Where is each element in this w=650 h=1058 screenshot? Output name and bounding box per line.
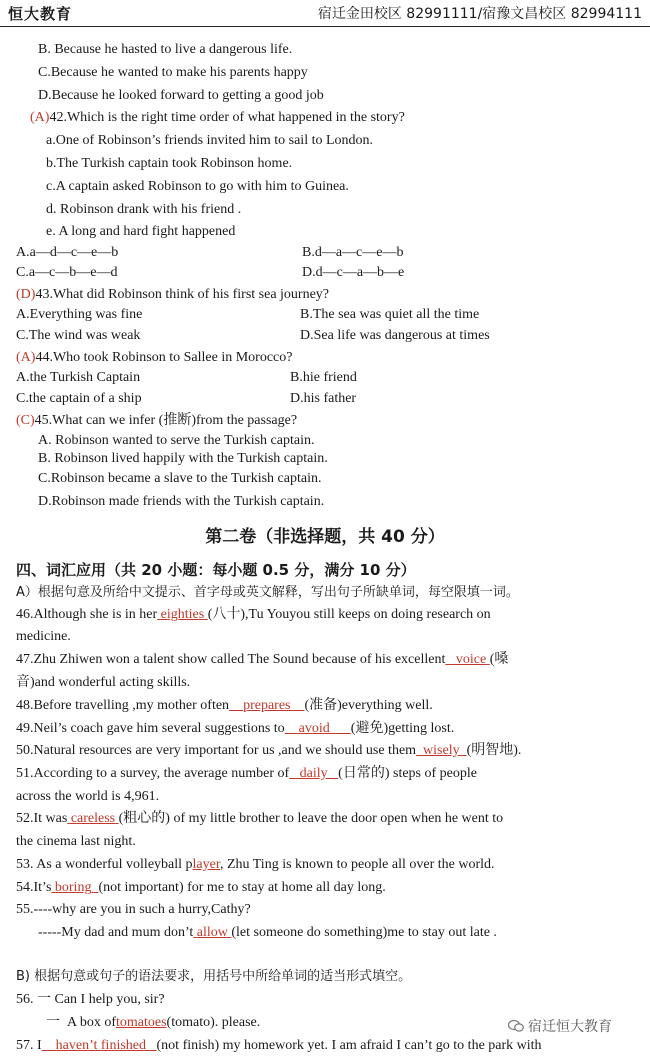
- q47-fill: [445, 652, 489, 667]
- q41-option-d: D.Because he looked forward to getting a good job: [38, 88, 324, 103]
- q50-text-pre: 50.Natural resources are very important for us ,and we should use them: [16, 743, 417, 758]
- q52-line1: [16, 809, 503, 829]
- q56-text-pre: 一 A box of: [46, 1015, 116, 1030]
- q50-text-post: (明智地).: [466, 743, 522, 758]
- q43-stem: [16, 285, 329, 305]
- wechat-account-name: 宿迁恒大教育: [528, 1019, 612, 1035]
- q54-fill-word: boring: [54, 880, 92, 895]
- q44-option-d: D.his father: [290, 391, 357, 406]
- q45-question: 45.What can we infer (推断)from the passage?: [34, 413, 298, 428]
- q47-text-post: (嗓: [489, 652, 509, 667]
- q44-stem: [16, 348, 292, 368]
- page-header: [0, 0, 650, 27]
- q52-line2: the cinema last night.: [16, 834, 136, 849]
- q54-line: [16, 878, 386, 898]
- q53-text-post: , Zhu Ting is known to people all over the world.: [219, 857, 495, 872]
- q41-option-b: B. Because he hasted to live a dangerous life.: [38, 42, 293, 57]
- part2-title: 第二卷（非选择题，共 40 分）: [205, 527, 445, 547]
- q42-option-d: D.d—c—a—b—e: [302, 265, 405, 280]
- q44-option-b: B.hie friend: [290, 370, 357, 385]
- q52-fill: [67, 811, 118, 826]
- q50-fill-word: wisely: [423, 743, 460, 758]
- q42-event-b: b.The Turkish captain took Robinson home.: [46, 156, 293, 171]
- q54-text-pre: 54.It’s: [16, 880, 52, 895]
- q53-line: [16, 855, 495, 875]
- q56-text-post: (tomato). please.: [166, 1015, 261, 1030]
- wechat-icon: [508, 1019, 524, 1033]
- q51-fill: [289, 766, 338, 781]
- q56-line2: [46, 1013, 260, 1033]
- q47-line2: 音)and wonderful acting skills.: [16, 675, 191, 690]
- q42-option-a: A.a—d—c—e—b: [16, 245, 119, 260]
- q48-text-pre: 48.Before travelling ,my mother often: [16, 698, 230, 713]
- q42-answer: (A): [30, 110, 50, 125]
- q42-question: 42.Which is the right time order of what happened in the story?: [49, 110, 405, 125]
- q45-answer: (C): [16, 413, 35, 428]
- q44-question: 44.Who took Robinson to Sallee in Morocco?: [35, 350, 293, 365]
- q53-fill: layer: [192, 857, 220, 872]
- q46-fill: [157, 607, 208, 622]
- q57-text-pre: 57. I: [16, 1038, 42, 1053]
- q46-text-pre: 46.Although she is in her: [16, 607, 158, 622]
- q48-line: [16, 696, 433, 716]
- q42-option-c: C.a—c—b—e—d: [16, 265, 118, 280]
- q45-option-c: C.Robinson became a slave to the Turkish captain.: [38, 471, 322, 486]
- q44-option-c: C.the captain of a ship: [16, 391, 142, 406]
- q42-event-c: c.A captain asked Robinson to go with him to Guinea.: [46, 179, 349, 194]
- q43-answer: (D): [16, 287, 36, 302]
- q52-text-pre: 52.It was: [16, 811, 68, 826]
- q47-fill-word: voice: [455, 652, 487, 667]
- q43-option-c: C.The wind was weak: [16, 328, 141, 343]
- q52-text-post: (粗心的) of my little brother to leave the door open when he went to: [118, 811, 504, 826]
- q50-line: [16, 741, 521, 761]
- q52-fill-word: careless: [70, 811, 116, 826]
- q45-stem: [16, 411, 297, 431]
- q48-fill-word: prepares: [243, 698, 291, 713]
- q47-line1: [16, 650, 508, 670]
- part4-instruction-a: A）根据句意及所给中文提示、首字母或英文解释，写出句子所缺单词，每空限填一词。: [16, 585, 519, 600]
- q46-line1: [16, 605, 491, 625]
- q57-line: [16, 1036, 542, 1056]
- q55-line1: 55.----why are you in such a hurry,Cathy?: [16, 902, 251, 917]
- part4-title: 四、词汇应用（共 20 小题：每小题 0.5 分，满分 10 分）: [16, 561, 416, 579]
- q43-option-d: D.Sea life was dangerous at times: [300, 328, 490, 343]
- q42-event-e: e. A long and hard fight happened: [46, 224, 236, 239]
- q55-fill-word: allow: [196, 925, 228, 940]
- q56-line1: 56. 一 Can I help you, sir?: [16, 992, 165, 1007]
- org-name: 恒大教育: [8, 5, 73, 23]
- q55-text-post: (let someone do something)me to stay out late .: [231, 925, 497, 940]
- q42-event-a: a.One of Robinson’s friends invited him to sail to London.: [46, 133, 374, 148]
- q54-fill: [51, 880, 98, 895]
- q51-line2: across the world is 4,961.: [16, 789, 160, 804]
- q44-option-a: A.the Turkish Captain: [16, 370, 141, 385]
- q42-option-b: B.d—a—c—e—b: [302, 245, 404, 260]
- q48-text-post: (准备)everything well.: [304, 698, 433, 713]
- q57-fill: [42, 1038, 157, 1053]
- q53-text-pre: 53. As a wonderful volleyball p: [16, 857, 193, 872]
- q57-fill-word: haven’t finished: [55, 1038, 147, 1053]
- q46-text-post: (八十),Tu Youyou still keeps on doing research on: [207, 607, 491, 622]
- q57-text-post: (not finish) my homework yet. I am afraid I can’t go to the park with: [156, 1038, 542, 1053]
- q46-fill-word: eighties: [160, 607, 205, 622]
- q42-stem: [30, 108, 405, 128]
- q43-question: 43.What did Robinson think of his first sea journey?: [35, 287, 330, 302]
- q42-event-d: d. Robinson drank with his friend .: [46, 202, 242, 217]
- q50-fill: [416, 743, 467, 758]
- q49-fill: [285, 721, 351, 736]
- q45-option-a: A. Robinson wanted to serve the Turkish captain.: [38, 433, 315, 448]
- q56-fill: tomatoes: [116, 1015, 167, 1030]
- q43-option-a: A.Everything was fine: [16, 307, 143, 322]
- q49-text-post: (避免)getting lost.: [350, 721, 455, 736]
- q55-text-pre: -----My dad and mum don’t: [38, 925, 194, 940]
- q46-line2: medicine.: [16, 629, 71, 644]
- q55-line2: [38, 923, 497, 943]
- q49-line: [16, 719, 454, 739]
- q51-fill-word: daily: [299, 766, 328, 781]
- q45-option-b: B. Robinson lived happily with the Turkish captain.: [38, 451, 328, 466]
- part4-instruction-b: B) 根据句意或句子的语法要求，用括号中所给单词的适当形式填空。: [16, 969, 412, 984]
- q55-fill: [193, 925, 231, 940]
- q51-line1: [16, 764, 477, 784]
- q48-fill: [229, 698, 304, 713]
- campus-contact: 宿迁金田校区 82991111/宿豫文昌校区 82994111: [317, 6, 642, 22]
- q54-text-post: (not important) for me to stay at home all day long.: [98, 880, 386, 895]
- q51-text-post: (日常的) steps of people: [338, 766, 477, 781]
- q41-option-c: C.Because he wanted to make his parents happy: [38, 65, 308, 80]
- q49-text-pre: 49.Neil’s coach gave him several suggestions to: [16, 721, 285, 736]
- q47-text-pre: 47.Zhu Zhiwen won a talent show called The Sound because of his excellent: [16, 652, 446, 667]
- q45-option-d: D.Robinson made friends with the Turkish captain.: [38, 494, 325, 509]
- q51-text-pre: 51.According to a survey, the average number of: [16, 766, 290, 781]
- q43-option-b: B.The sea was quiet all the time: [300, 307, 480, 322]
- q49-fill-word: avoid: [298, 721, 330, 736]
- q44-answer: (A): [16, 350, 36, 365]
- wechat-badge: [508, 1016, 612, 1036]
